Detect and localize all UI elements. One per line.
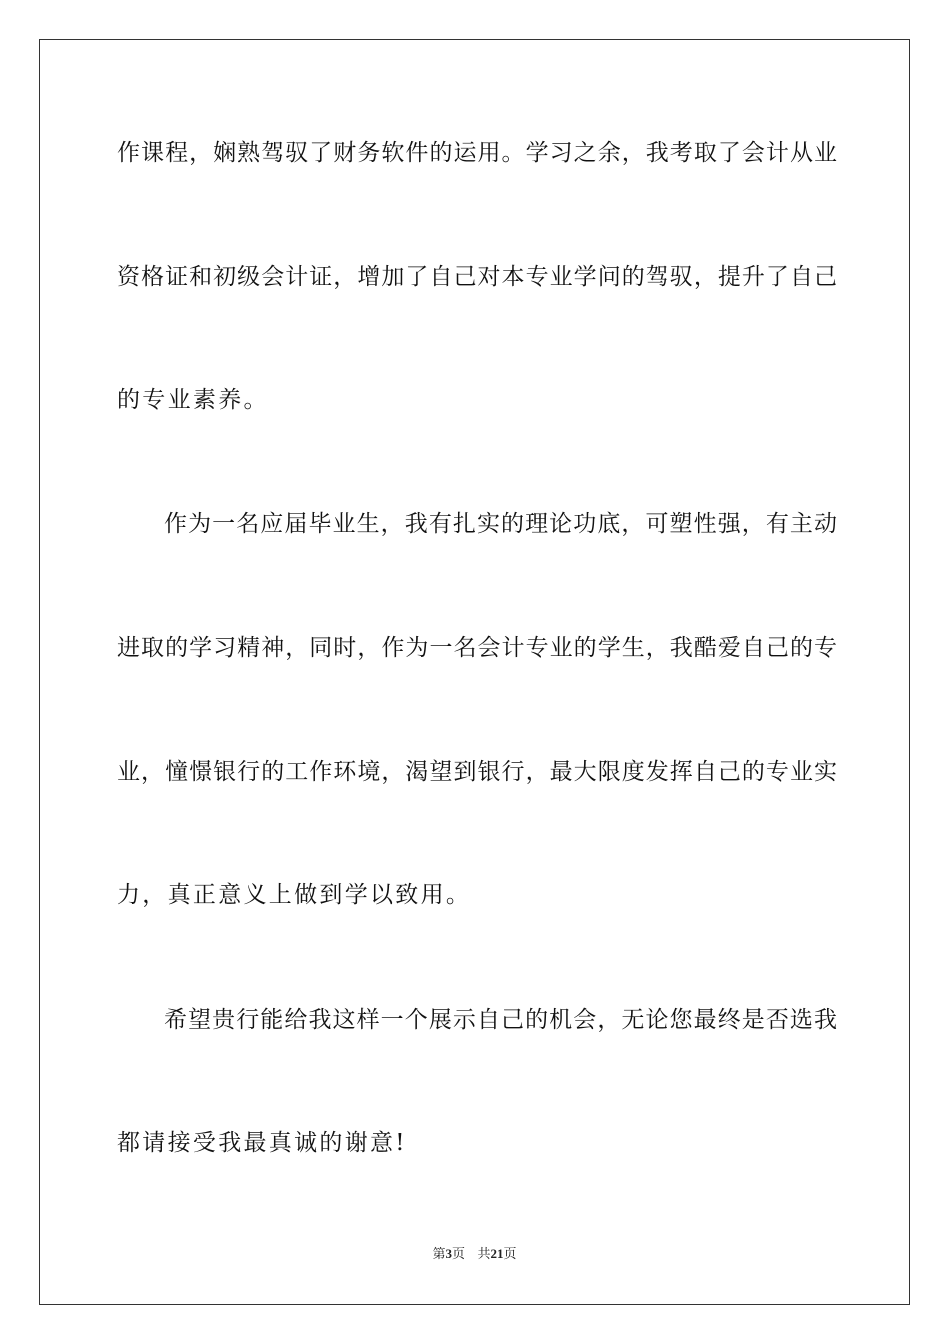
document-page	[39, 39, 910, 1305]
text-line: 业，憧憬银行的工作环境，渴望到银行，最大限度发挥自己的专业实	[117, 759, 837, 785]
total-suffix: 页	[503, 1247, 517, 1262]
page-suffix: 页	[452, 1247, 466, 1262]
page-footer	[40, 1246, 909, 1263]
page-prefix: 第	[432, 1247, 446, 1262]
text-line: 希望贵行能给我这样一个展示自己的机会，无论您最终是否选我	[164, 1007, 837, 1033]
text-line: 进取的学习精神，同时，作为一名会计专业的学生，我酷爱自己的专	[117, 635, 837, 661]
text-line: 都请接受我最真诚的谢意!	[117, 1130, 407, 1156]
total-pages: 21	[490, 1246, 504, 1261]
text-line: 力，真正意义上做到学以致用。	[117, 882, 472, 908]
text-line: 的专业素养。	[117, 387, 269, 413]
text-line: 资格证和初级会计证，增加了自己对本专业学问的驾驭，提升了自己	[117, 264, 837, 290]
page-number: 3	[445, 1246, 453, 1261]
text-line: 作为一名应届毕业生，我有扎实的理论功底，可塑性强，有主动	[164, 511, 837, 537]
total-prefix: 共	[477, 1247, 491, 1262]
text-line: 作课程，娴熟驾驭了财务软件的运用。学习之余，我考取了会计从业	[117, 140, 837, 166]
